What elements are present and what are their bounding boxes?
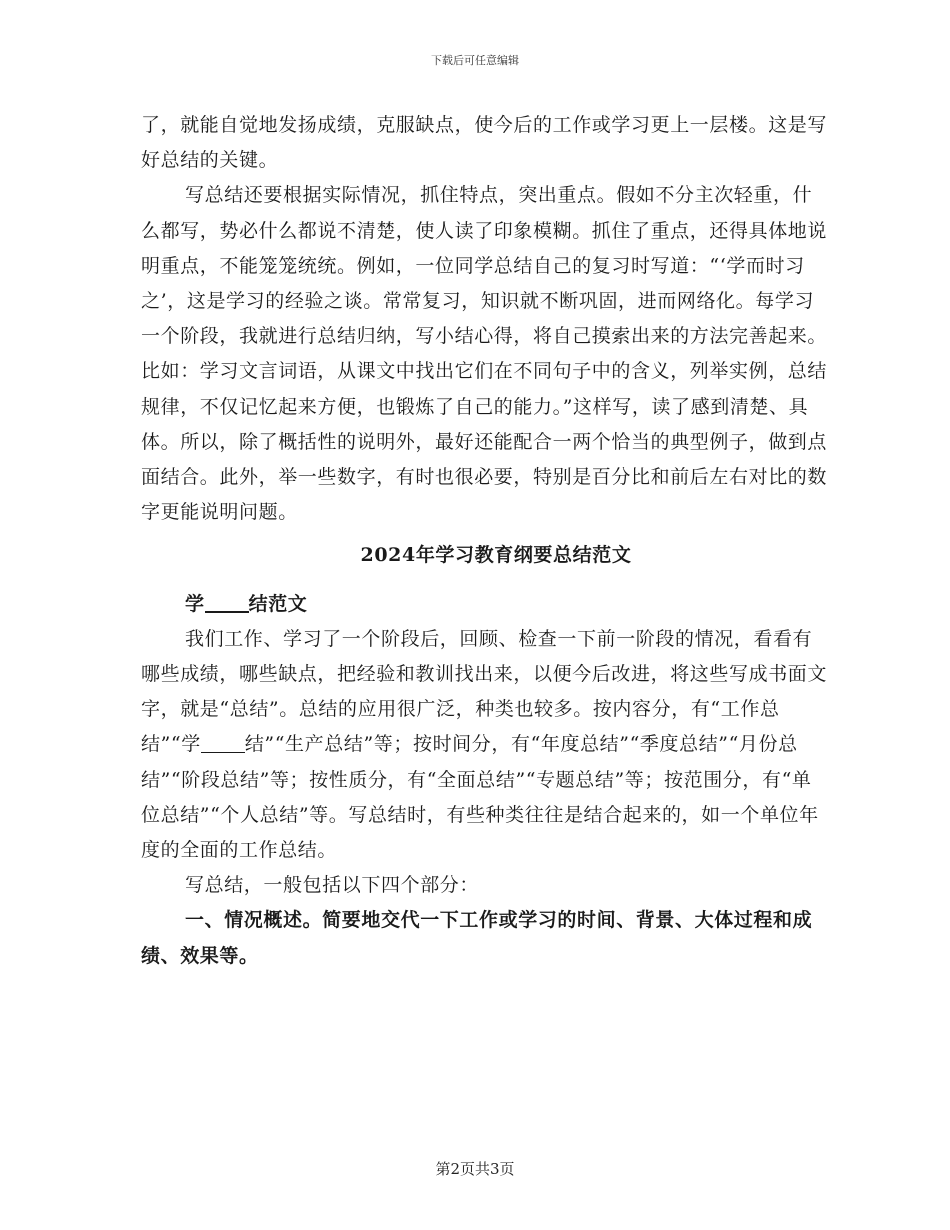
page-number: 第2页共3页 bbox=[435, 1160, 515, 1178]
document-title: 2024年学习教育纲要总结范文 bbox=[360, 544, 632, 567]
paragraph-focus-key-points: 写总结还要根据实际情况，抓住特点，突出重点。假如不分主次轻重，什么都写，势必什么都说不清楚，使人读了印象模糊。抓住了重点，还得具体地说明重点，不能笼笼统统。例如，一位同学总结自己的复习时写道：“‘学而时习之’，这是学习的经验之谈。常常复习，知识就不断巩固，进而网络化。每学习一个阶段，我就进行总结归纳，写小结心得，将自己摸索出来的方法完善起来。比如：学习文言词语，从课文中找出它们在不同句子中的含义，列举实例，总结规律，不仅记忆起来方便，也锻炼了自己的能力。”这样写，读了感到清楚、具体。所以，除了概括性的说明外，最好还能配合一两个恰当的典型例子，做到点面结合。此外，举一些数字，有时也很必要，特别是百分比和前后左右对比的数字更能说明问题。 bbox=[141, 184, 828, 524]
section-subheading bbox=[141, 587, 831, 622]
paragraph-part-1: 我们工作、学习了一个阶段后，回顾、检查一下前一阶段的情况，看看有哪些成绩，哪些缺点，把经验和教训找出来，以便今后改进，将这些写成书面文字，就是“总结”。总结的应用很广泛，种类也较多。按内容分，有“工作总结”“学 bbox=[141, 627, 828, 756]
subheading-blank bbox=[205, 592, 249, 613]
header-note: 下载后可任意编辑 bbox=[431, 54, 519, 67]
subheading-suffix: 结范文 bbox=[248, 592, 308, 615]
inline-blank bbox=[201, 733, 245, 753]
document-body bbox=[141, 108, 831, 974]
paragraph-continuation: 了，就能自觉地发扬成绩，克服缺点，使今后的工作或学习更上一层楼。这是写好总结的关键。 bbox=[141, 114, 828, 172]
subheading-prefix: 学 bbox=[185, 592, 205, 615]
paragraph-section-one: 一、情况概述。简要地交代一下工作或学习的时间、背景、大体过程和成绩、效果等。 bbox=[141, 909, 813, 967]
paragraph-four-parts: 写总结，一般包括以下四个部分： bbox=[185, 874, 480, 897]
paragraph-summary-definition bbox=[141, 622, 831, 868]
paragraph-part-2: 结”“生产总结”等；按时间分，有“年度总结”“季度总结”“月份总结”“阶段总结”等；按性质分，有“全面总结”“专题总结”等；按范围分，有“单位总结”“个人总结”等。写总结时，有些种类往往是结合起来的，如一个单位年度的全面的工作总结。 bbox=[141, 733, 819, 862]
